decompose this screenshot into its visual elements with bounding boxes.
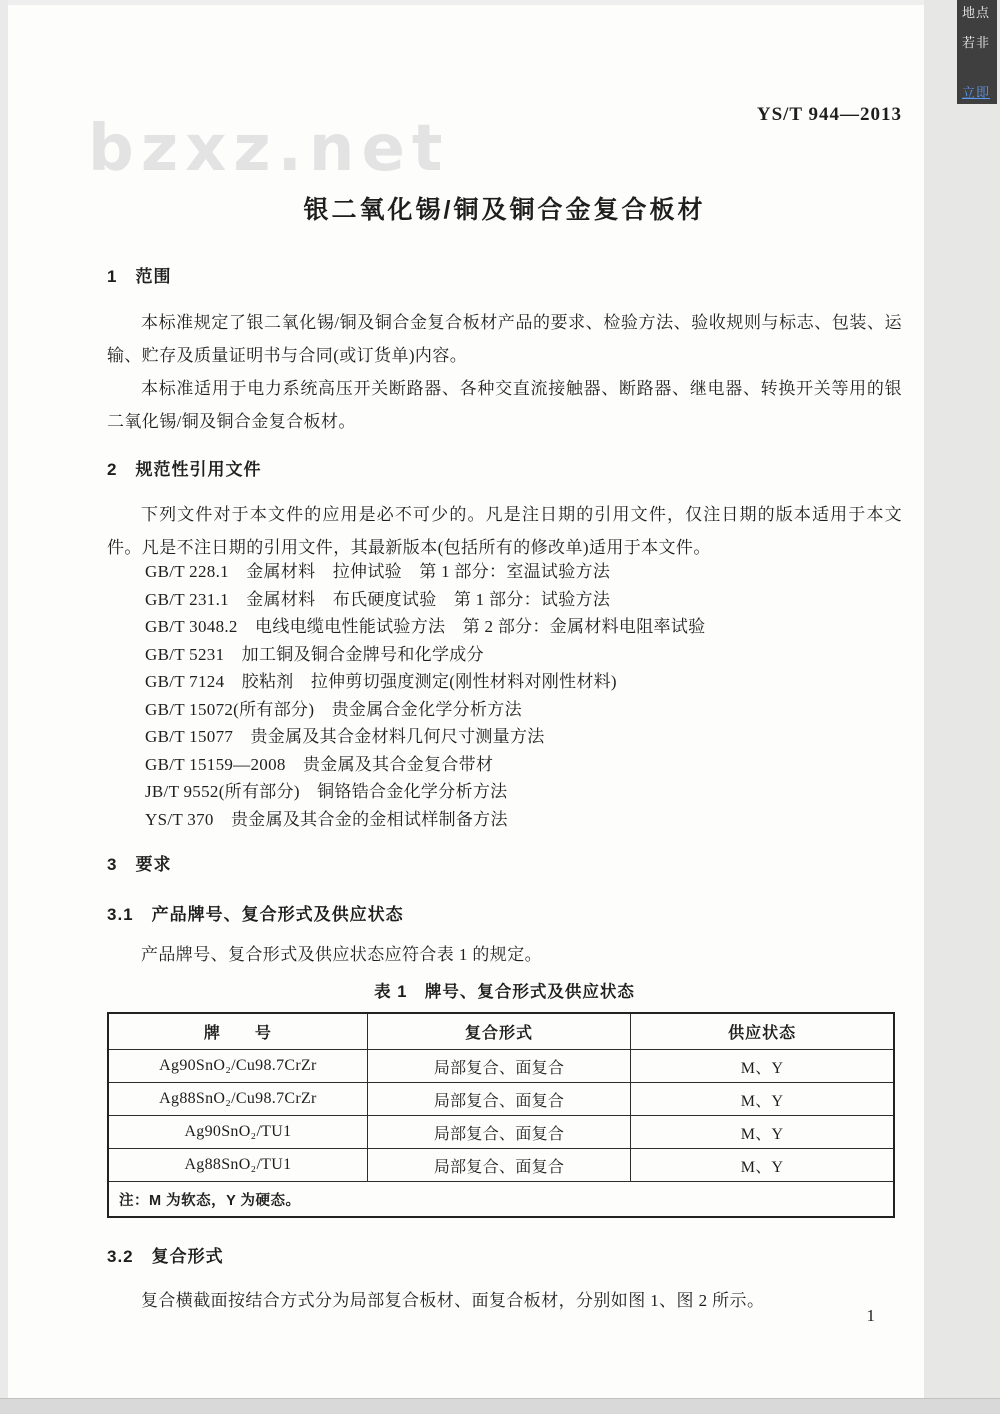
reference-item: GB/T 228.1 金属材料 拉伸试验 第 1 部分：室温试验方法 (145, 562, 611, 581)
reference-item: GB/T 3048.2 电线电缆电性能试验方法 第 2 部分：金属材料电阻率试验 (145, 617, 706, 636)
grade-cell: Ag88SnO₂/TU1 (108, 1149, 367, 1182)
section-1-paragraph-2: 本标准适用于电力系统高压开关断路器、各种交直流接触器、断路器、继电器、转换开关等用的银二氧化锡/铜及铜合金复合板材。 (107, 379, 902, 431)
table-header-supply-state: 供应状态 (631, 1013, 894, 1050)
scan-edge-left (0, 0, 8, 1413)
reference-item: GB/T 5231 加工铜及铜合金牌号和化学成分 (145, 644, 484, 664)
section-3-2-heading: 3.2 复合形式 (107, 1247, 224, 1266)
page-content (107, 0, 902, 1413)
table-header-row (108, 1013, 894, 1050)
table-1-caption: 表 1 牌号、复合形式及供应状态 (374, 983, 635, 1001)
section-2-intro: 下列文件对于本文件的应用是必不可少的。凡是注日期的引用文件，仅注日期的版本适用于本文件。凡是不注日期的引用文件，其最新版本(包括所有的修改单)适用于本文件。 (107, 505, 902, 557)
section-3-heading: 3 要求 (107, 855, 172, 874)
section-1-paragraph-1: 本标准规定了银二氧化锡/铜及铜合金复合板材产品的要求、检验方法、验收规则与标志、包装、运输、贮存及质量证明书与合同(或订货单)内容。 (107, 313, 902, 365)
composite-form-cell: 局部复合、面复合 (367, 1116, 630, 1149)
page-number: 1 (866, 1306, 875, 1325)
table-note-row (108, 1182, 894, 1218)
document-title: 银二氧化锡/铜及铜合金复合板材 (303, 196, 706, 224)
table-1 (107, 1012, 895, 1218)
grade-cell: Ag90SnO₂/TU1 (108, 1116, 367, 1149)
table-row (108, 1116, 894, 1149)
table-row (108, 1083, 894, 1116)
reference-item: GB/T 7124 胶粘剂 拉伸剪切强度测定(刚性材料对刚性材料) (145, 672, 617, 691)
table-header-composite-form: 复合形式 (367, 1013, 630, 1050)
composite-form-cell: 局部复合、面复合 (367, 1149, 630, 1182)
overlay-action-link[interactable]: 立即 (962, 85, 991, 100)
reference-item: GB/T 15072(所有部分) 贵金属合金化学分析方法 (145, 699, 522, 719)
section-3-2-paragraph: 复合横截面按结合方式分为局部复合板材、面复合板材，分别如图 1、图 2 所示。 (141, 1291, 765, 1310)
scan-edge-right (924, 0, 1000, 1413)
supply-state-cell: M、Y (631, 1083, 894, 1116)
reference-item: JB/T 9552(所有部分) 铜铬锆合金化学分析方法 (145, 782, 508, 801)
overlay-text-line: 若非 (962, 35, 991, 50)
table-row (108, 1149, 894, 1182)
section-1-heading: 1 范围 (107, 267, 172, 286)
composite-form-cell: 局部复合、面复合 (367, 1083, 630, 1116)
table-row (108, 1050, 894, 1083)
corner-overlay-popup (957, 0, 997, 104)
standard-number: YS/T 944—2013 (756, 104, 902, 125)
section-2-heading: 2 规范性引用文件 (107, 460, 262, 479)
table-header-grade: 牌 号 (108, 1013, 367, 1050)
section-3-1-heading: 3.1 产品牌号、复合形式及供应状态 (107, 905, 404, 924)
composite-form-cell: 局部复合、面复合 (367, 1050, 630, 1083)
reference-list (145, 558, 902, 833)
supply-state-cell: M、Y (631, 1050, 894, 1083)
watermark-text: bzxz.net (88, 112, 450, 186)
grade-cell: Ag88SnO₂/Cu98.7CrZr (108, 1083, 367, 1116)
reference-item: GB/T 231.1 金属材料 布氏硬度试验 第 1 部分：试验方法 (145, 589, 611, 609)
supply-state-cell: M、Y (631, 1116, 894, 1149)
supply-state-cell: M、Y (631, 1149, 894, 1182)
section-3-1-paragraph: 产品牌号、复合形式及供应状态应符合表 1 的规定。 (141, 945, 542, 964)
grade-cell: Ag90SnO₂/Cu98.7CrZr (108, 1050, 367, 1083)
reference-item: GB/T 15159—2008 贵金属及其合金复合带材 (145, 754, 494, 774)
overlay-text-line: 地点 (962, 5, 991, 20)
reference-item: GB/T 15077 贵金属及其合金材料几何尺寸测量方法 (145, 727, 545, 746)
reference-item: YS/T 370 贵金属及其合金的金相试样制备方法 (145, 809, 508, 829)
table-note: 注：M 为软态，Y 为硬态。 (108, 1182, 894, 1218)
